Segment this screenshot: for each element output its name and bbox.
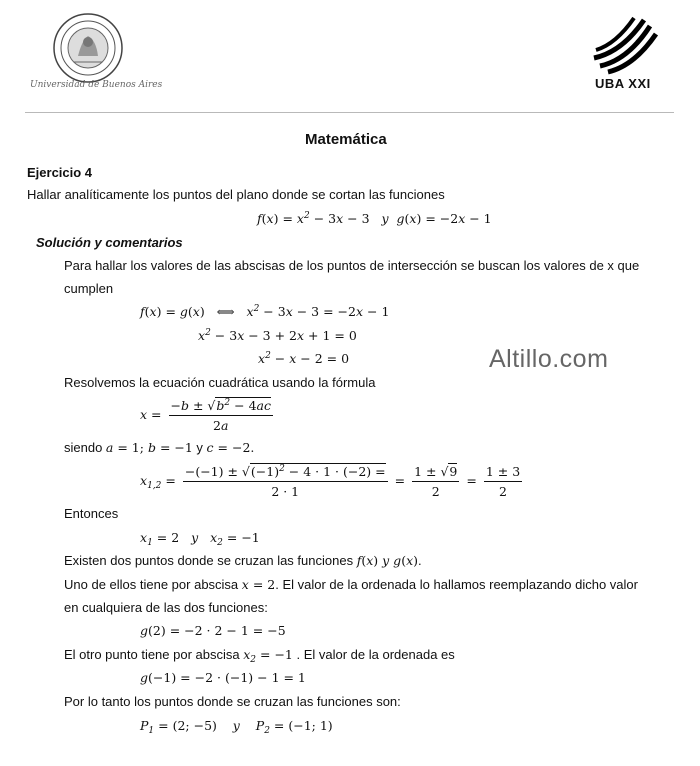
g-of-minus-1: g(−1) = −2 · (−1) − 1 = 1 [140,670,306,685]
quadratic-formula: x = $\frac{-b \pm √b^2 - 4ac}{2a}$ [140,398,271,433]
g-of-2: g(2) = −2 · 2 − 1 = −5 [140,623,286,638]
paragraph-4: El otro punto tiene por abscisa $x_2 = -1$ . El valor de la ordenada es [64,647,455,665]
university-seal [52,12,124,84]
siendo-line: siendo a = 1; b = −1 y c = −2. [64,440,255,455]
resolve-text: Resolvemos la ecuación cuadrática usando la fórmula [64,375,376,390]
paragraph-1: Existen dos puntos donde se cruzan las funciones f(x) y g(x). [64,553,422,568]
functions-equation: $f(x) = x^2 - 3x - 3$ y g(x) = −2x − 1 [257,211,492,226]
equation-2: $x^2 - 3x - 3 + 2x + 1 = 0$ [198,328,357,343]
paragraph-5: Por lo tanto los puntos donde se cruzan las funciones son: [64,694,401,709]
entonces-text: Entonces [64,506,119,521]
roots-values: $x_1 = 2$ y $x_2 = -1$ [140,530,260,548]
uba-xxi-logo [592,16,658,76]
university-caption: Universidad de Buenos Aires [30,80,163,90]
exercise-heading: Ejercicio 4 [27,165,93,180]
equation-3: $x^2 - x - 2 = 0$ [258,351,350,366]
intro-line-1: Para hallar los valores de las abscisas de los puntos de intersección se buscan los valores de x que [64,258,640,273]
roots-formula: $x_{1,2}$ = $\frac{-(-1) \pm √(-1)^2 - 4 \cdot 1 \cdot (-2) =}{2 \cdot 1}$ = $\frac{1 \pm √9}{2}$ = $\frac{1 \pm 3}{2}$ [140,464,521,499]
watermark: Altillo.com [489,345,609,373]
paragraph-3: en cualquiera de las dos funciones: [64,600,268,615]
header-divider [25,112,674,113]
intersection-points: $P_1 = (2$; −5) y $P_2 = (-1$; 1) [140,718,333,736]
exercise-statement: Hallar analíticamente los puntos del plano donde se cortan las funciones [27,187,445,202]
page-title: Matemática [305,131,387,148]
paragraph-2: Uno de ellos tiene por abscisa x = 2. El valor de la ordenada lo hallamos reemplazando dicho valor [64,577,638,592]
equation-1: f(x) = g(x) ⟺ $x^2 - 3x - 3 = -2x - 1$ [140,304,390,319]
solution-heading: Solución y comentarios [36,235,183,250]
intro-line-2: cumplen [64,281,114,296]
uba-xxi-brand: UBA XXI [595,76,651,91]
